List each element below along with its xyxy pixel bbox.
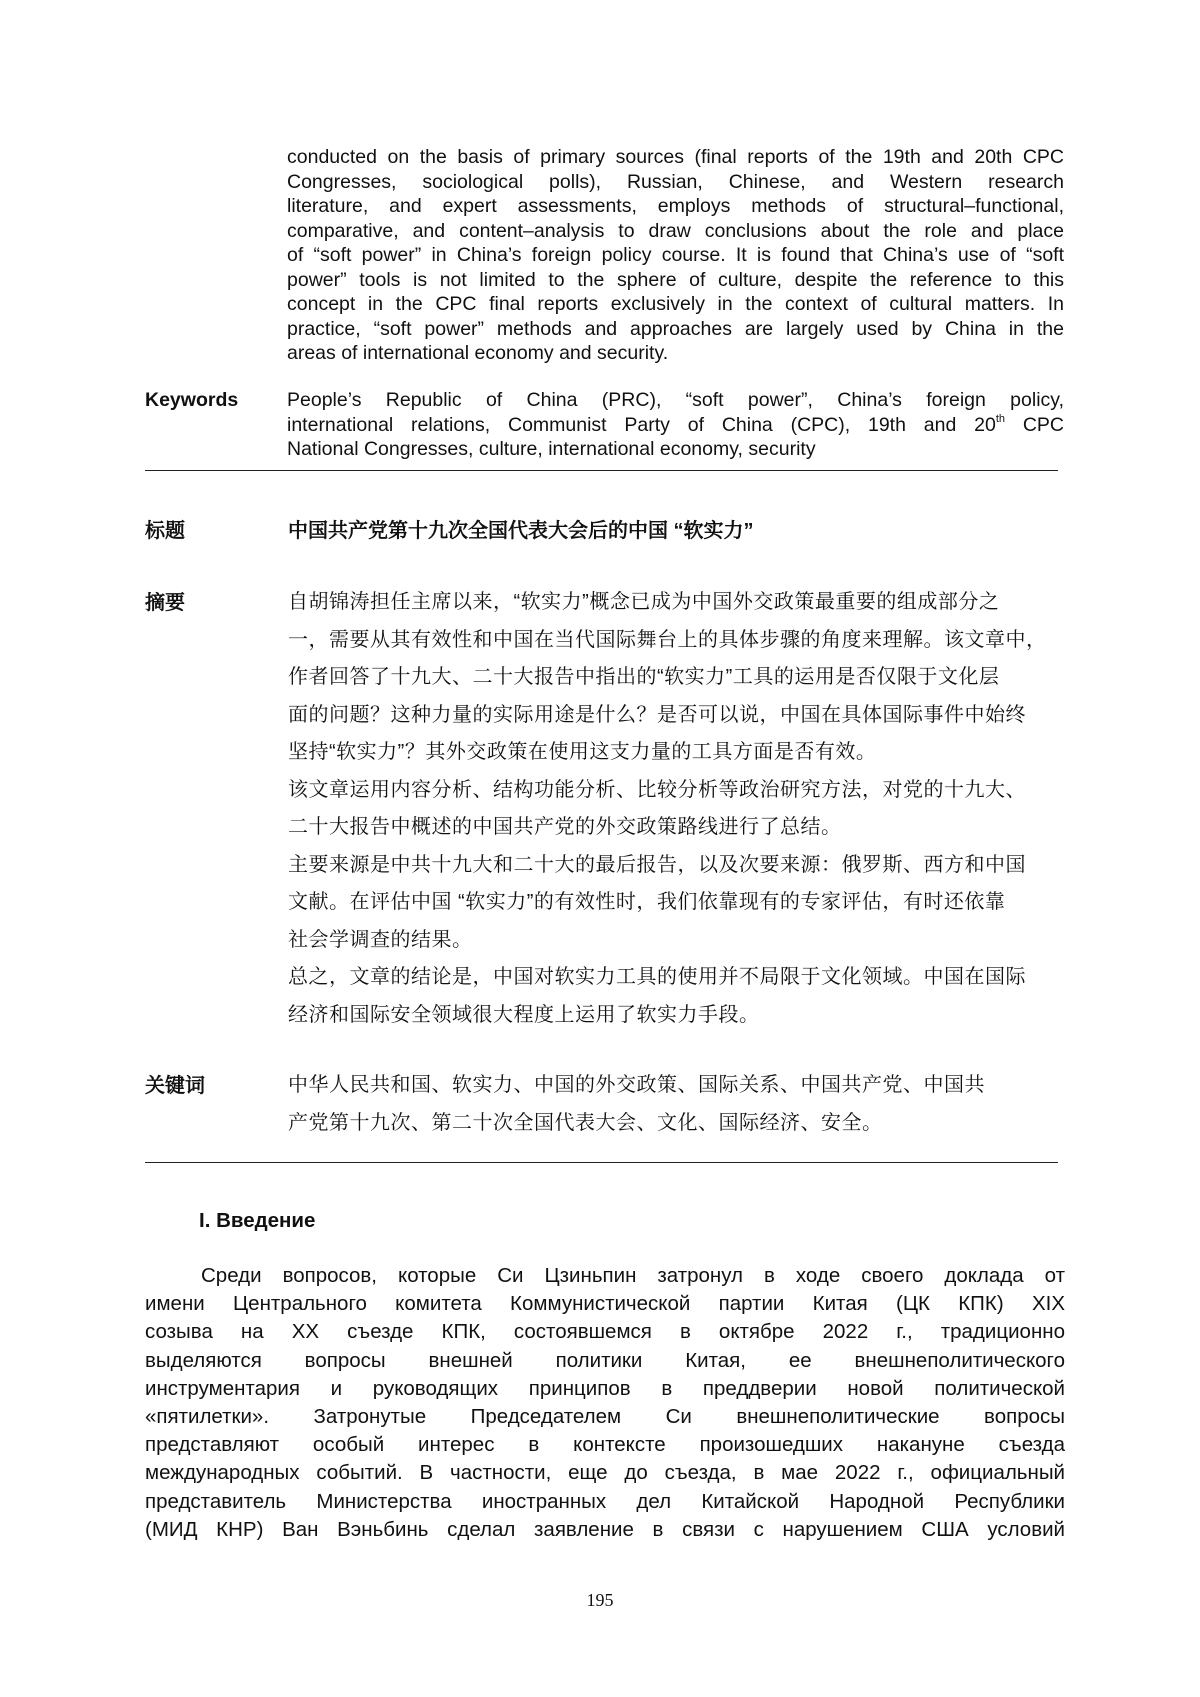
body-line: имени Центрального комитета Коммунистической партии Китая (ЦК КПК) XIX — [145, 1292, 1065, 1316]
abstract-line: concept in the CPC final reports exclusively in the context of cultural matters. In — [287, 293, 1064, 315]
body-line: инструментария и руководящих принципов в преддверии новой политической — [145, 1376, 1065, 1400]
body-line: «пятилетки». Затронутые Председателем Си внешнеполитические вопросы — [145, 1405, 1065, 1429]
zh-keywords-line: 产党第十九次、第二十次全国代表大会、文化、国际经济、安全。 — [288, 1111, 883, 1134]
zh-keywords-label: 关键词 — [145, 1075, 205, 1097]
page-number: 195 — [586, 1590, 614, 1610]
zh-abstract-line: 该文章运用内容分析、结构功能分析、比较分析等政治研究方法，对党的十九大、 — [288, 778, 1026, 801]
body-line: Среди вопросов, которые Си Цзиньпин затронул в ходе своего доклада от — [201, 1264, 1065, 1287]
zh-abstract-line: 坚持“软实力”？其外交政策在使用这支力量的工具方面是否有效。 — [288, 741, 877, 763]
zh-abstract-label: 摘要 — [145, 592, 185, 614]
keywords-line-part: CPC — [1005, 413, 1064, 436]
body-line: выделяются вопросы внешней политики Китая, ее внешнеполитического — [145, 1348, 1065, 1372]
keywords-line — [287, 413, 1064, 438]
section-divider — [145, 470, 1058, 471]
zh-abstract-line: 总之，文章的结论是，中国对软实力工具的使用并不局限于文化领域。中国在国际 — [288, 966, 1026, 988]
body-line: созыва на XX съезде КПК, состоявшемся в октябре 2022 г., традиционно — [145, 1320, 1065, 1344]
body-paragraph — [145, 1262, 1065, 1544]
ordinal-superscript: th — [995, 412, 1005, 425]
body-line: (МИД КНР) Ван Вэньбинь сделал заявление в связи с нарушением США условий — [145, 1517, 1065, 1541]
abstract-continuation — [287, 145, 1064, 366]
abstract-line: power” tools is not limited to the sphere of culture, despite the reference to this — [287, 268, 1064, 291]
zh-title-label: 标题 — [145, 520, 185, 542]
body-line: представляют особый интерес в контексте произошедших накануне съезда — [145, 1433, 1065, 1457]
zh-abstract-line: 社会学调查的结果。 — [288, 928, 473, 951]
zh-abstract — [288, 584, 1068, 1034]
keywords-label: Keywords — [145, 389, 239, 411]
zh-abstract-line: 经济和国际安全领域很大程度上运用了软实力手段。 — [288, 1003, 760, 1026]
keywords-line: National Congresses, culture, international economy, security — [287, 438, 816, 460]
abstract-line: of “soft power” in China’s foreign policy course. It is found that China’s use of “soft — [287, 244, 1064, 266]
keywords-text — [287, 388, 1064, 462]
zh-title: 中国共产党第十九次全国代表大会后的中国 “软实力” — [288, 520, 754, 542]
abstract-line: Congresses, sociological polls), Russian, Chinese, and Western research — [287, 170, 1064, 193]
zh-abstract-line: 二十大报告中概述的中国共产党的外交政策路线进行了总结。 — [288, 816, 842, 838]
abstract-line: conducted on the basis of primary sources (final reports of the 19th and 20th CPC — [287, 146, 1064, 168]
abstract-line: literature, and expert assessments, employs methods of structural–functional, — [287, 195, 1064, 217]
keywords-line: People’s Republic of China (PRC), “soft power”, China’s foreign policy, — [287, 389, 1064, 411]
zh-keywords-line: 中华人民共和国、软实力、中国的外交政策、国际关系、中国共产党、中国共 — [288, 1074, 985, 1096]
abstract-line: practice, “soft power” methods and approaches are largely used by China in the — [287, 317, 1064, 340]
zh-abstract-line: 一，需要从其有效性和中国在当代国际舞台上的具体步骤的角度来理解。该文章中， — [288, 628, 1047, 651]
zh-abstract-line: 自胡锦涛担任主席以来，“软实力”概念已成为中国外交政策最重要的组成部分之 — [288, 591, 1000, 613]
zh-abstract-line: 主要来源是中共十九大和二十大的最后报告，以及次要来源：俄罗斯、西方和中国 — [288, 853, 1026, 876]
keywords-line-part: international relations, Communist Party of China (CPC), 19th and 20 — [287, 413, 996, 436]
zh-abstract-line: 面的问题？这种力量的实际用途是什么？是否可以说，中国在具体国际事件中始终 — [288, 703, 1026, 726]
abstract-line: comparative, and content–analysis to draw conclusions about the role and place — [287, 219, 1064, 242]
section-heading: I. Введение — [199, 1209, 316, 1232]
zh-abstract-line: 作者回答了十九大、二十大报告中指出的“软实力”工具的运用是否仅限于文化层 — [288, 666, 1000, 688]
body-line: представитель Министерства иностранных дел Китайской Народной Республики — [145, 1489, 1065, 1513]
zh-abstract-line: 文献。在评估中国 “软实力”的有效性时，我们依靠现有的专家评估，有时还依靠 — [288, 891, 1006, 913]
section-divider — [145, 1162, 1058, 1163]
zh-keywords — [288, 1067, 1068, 1142]
abstract-line: areas of international economy and security. — [287, 342, 669, 364]
body-line: международных событий. В частности, еще до съезда, в мае 2022 г., официальный — [145, 1461, 1065, 1485]
